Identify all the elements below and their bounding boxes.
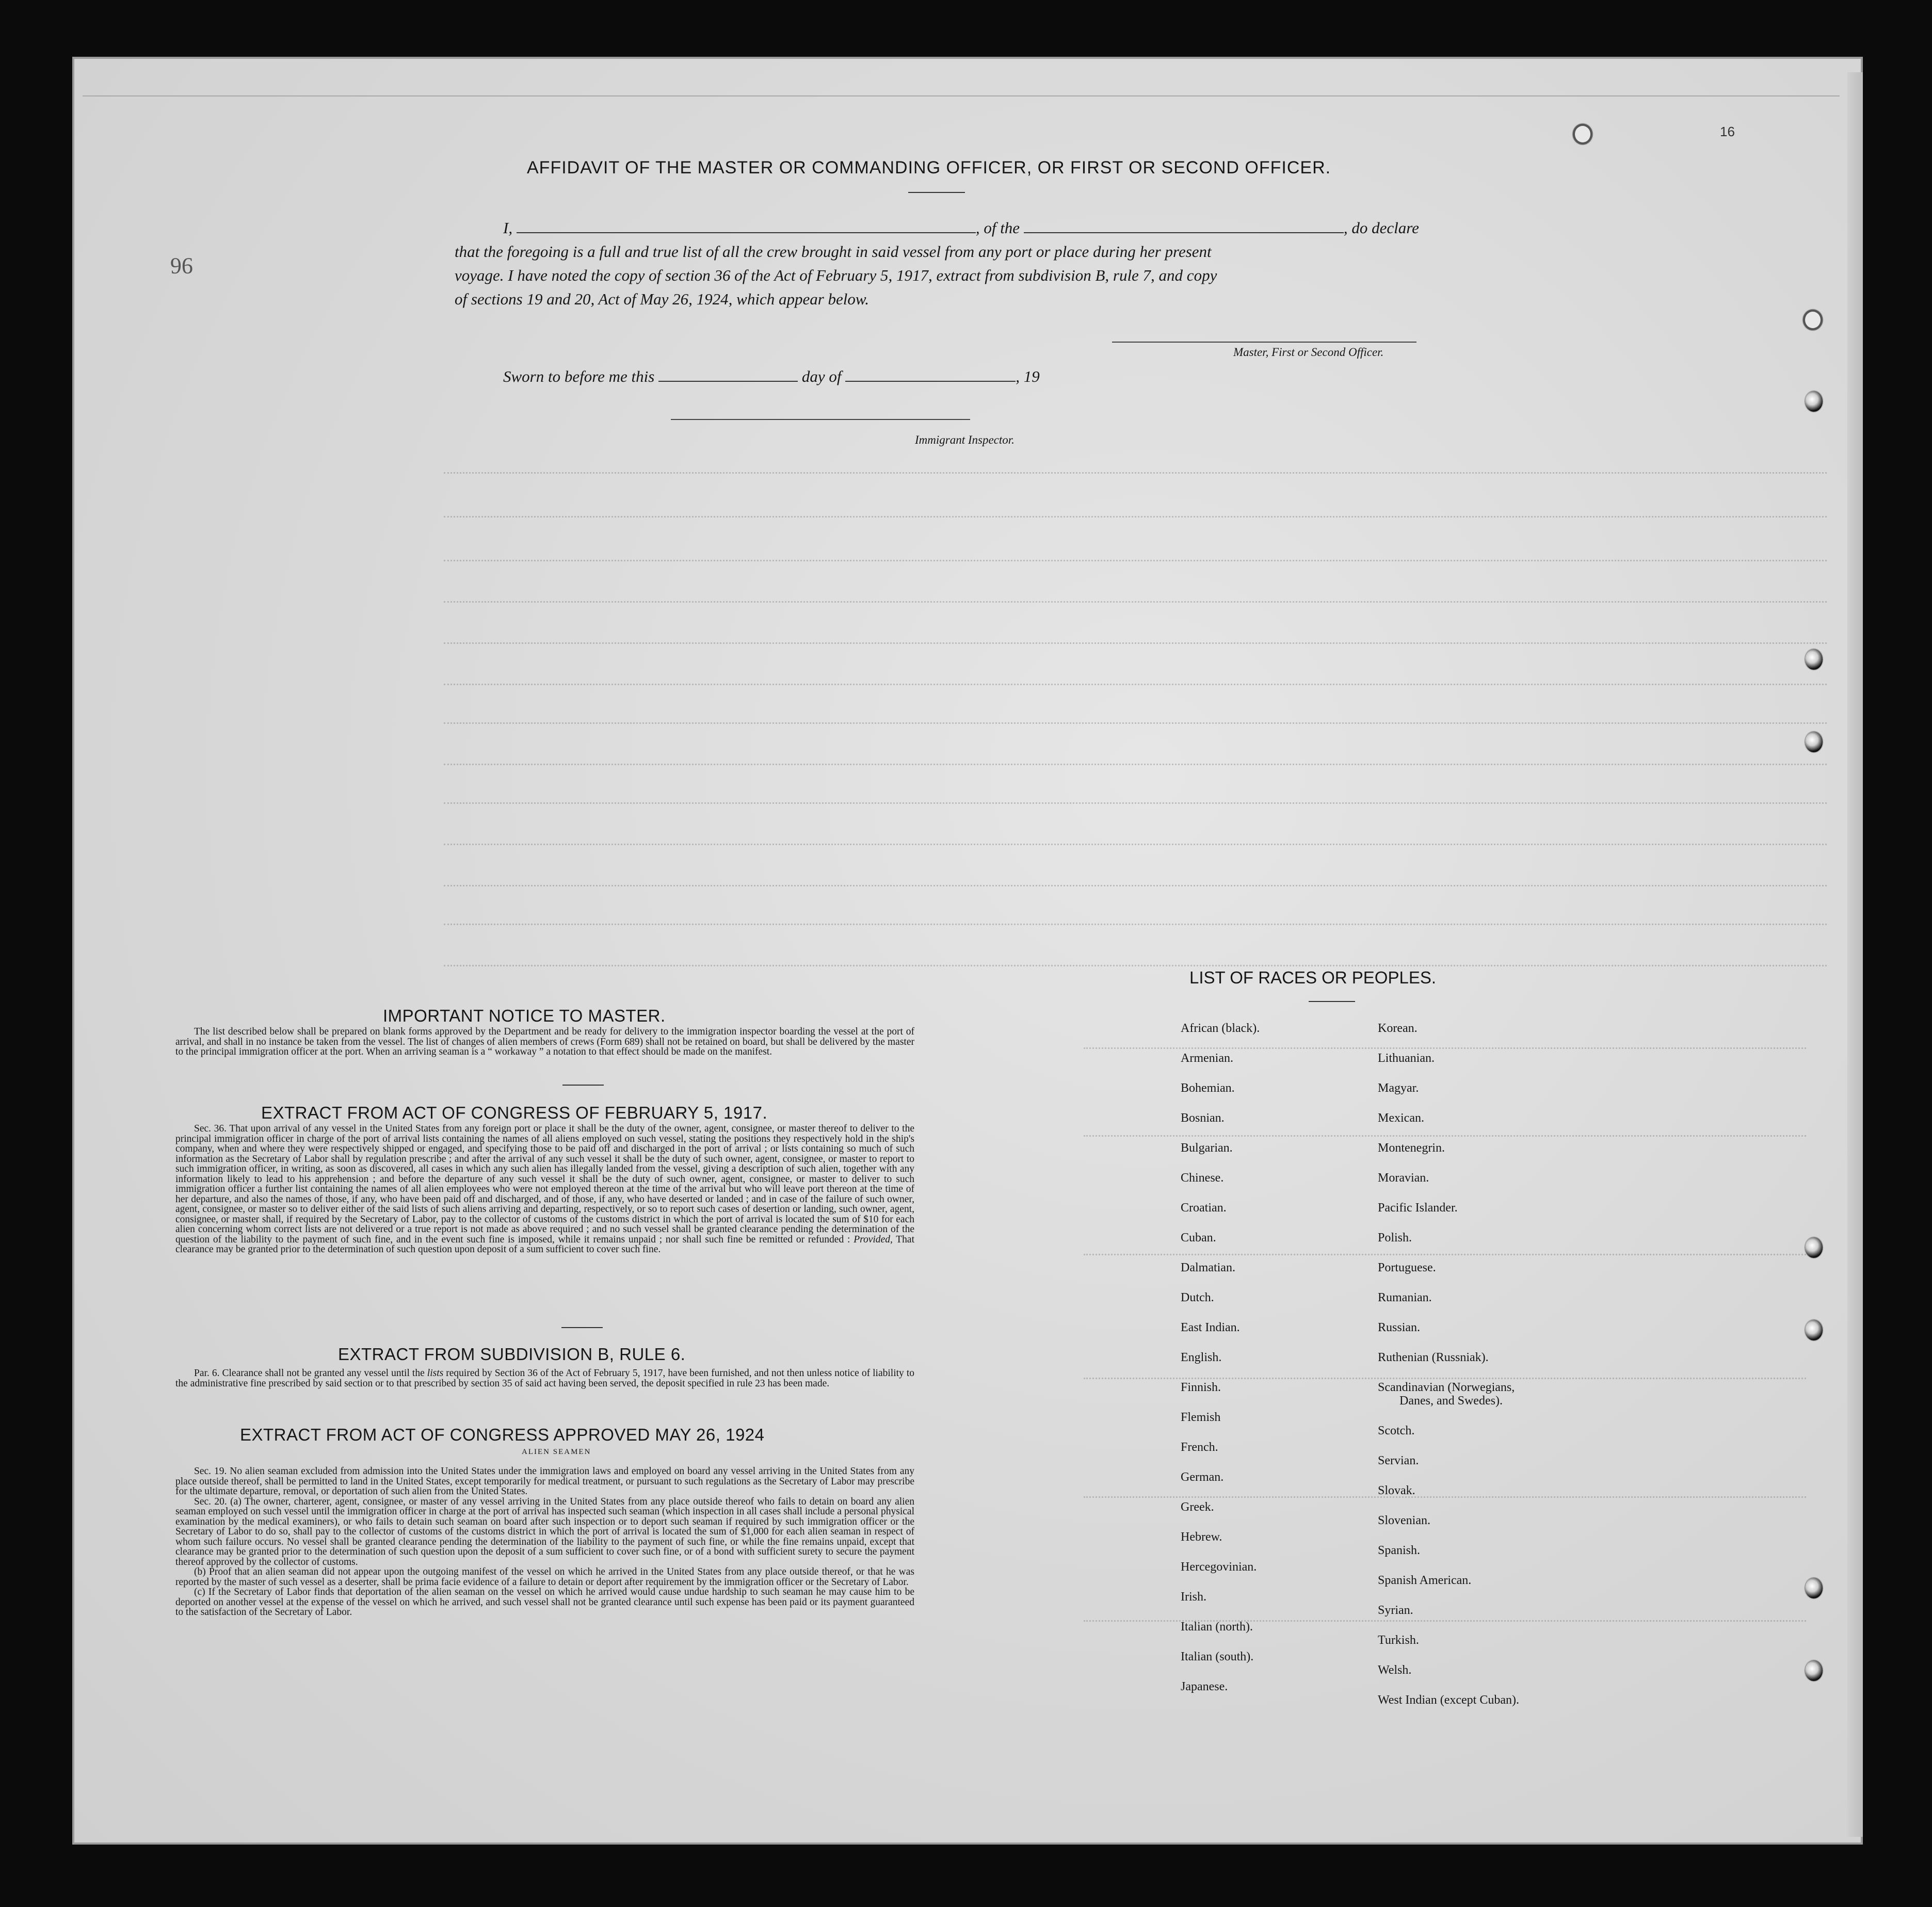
binder-hole [1805, 732, 1823, 752]
officer-name-blank [517, 219, 976, 233]
sworn-line [503, 367, 1040, 386]
race-item: Spanish American. [1378, 1574, 1472, 1587]
sec-20c-text: (c) If the Secretary of Labor finds that deportation of the alien seaman on the vessel on which he arrived would cause undue hardship to such seaman he may cause him to be deported on another vessel at the expense of the vessel on which he arrived, and such vessel shall not be granted clearance until such expense has been paid or its payment guaranteed to the satisfaction of the Secretary of Labor. [175, 1587, 914, 1618]
race-item: Bosnian. [1181, 1111, 1225, 1125]
affidavit-declare: , do declare [1343, 219, 1419, 237]
top-rule [83, 95, 1840, 96]
races-title-rule [1309, 1001, 1355, 1002]
race-item: Cuban. [1181, 1231, 1216, 1245]
race-item: Pacific Islander. [1378, 1201, 1458, 1215]
race-item: Danes, and Swedes). [1399, 1394, 1503, 1408]
race-item: Russian. [1378, 1321, 1421, 1334]
rule-6-body-end: required by Section 36 of the Act of February 5, 1917, have been furnished, and not then unless notice of liability to the administrative fine prescribed by said section or to that prescribed by section 35 of said act having been served, the deposit specified in rule 23 has been made. [175, 1368, 915, 1389]
act-1924-text [175, 1466, 914, 1618]
sec-20a-text: Sec. 20. (a) The owner, charterer, agent, consignee, or master of any vessel arriving in the United States from any place outside thereof who fails to detain on board any alien seaman employed on such vessel until the immigration officer in charge at the port of arrival has inspected such seaman (which inspection in all cases shall include a personal physical examination by the medical examiners), or who fails to detain such seaman on board after such inspection or to deport such seaman if required by such immigration officer or the Secretary of Labor to do so, shall pay to the collector of customs of the customs district in which the port of arrival is located the sum of $1,000 for each alien seaman in respect of whom such failure occurs. No vessel shall be granted clearance pending the determination of the liability to the payment of such fine, or while the fine remains unpaid, except that clearance may be granted prior to the determination of such question upon the deposit of a sum sufficient to cover such fine, or of a bond with sufficient surety to secure the payment thereof approved by the collector of customs. [175, 1496, 914, 1567]
binder-hole [1805, 391, 1823, 412]
sworn-text: Sworn to before me this [503, 367, 655, 385]
notice-title: IMPORTANT NOTICE TO MASTER. [383, 1006, 666, 1025]
affidavit-of-the: , of the [975, 219, 1020, 237]
act-1924-title: EXTRACT FROM ACT OF CONGRESS APPROVED MAY 26, 1924 [240, 1425, 765, 1444]
affidavit-title: AFFIDAVIT OF THE MASTER OR COMMANDING OFFICER, OR FIRST OR SECOND OFFICER. [527, 158, 1331, 177]
race-item: Chinese. [1181, 1171, 1224, 1185]
race-item: Bulgarian. [1181, 1141, 1233, 1155]
binder-hole [1805, 1660, 1823, 1681]
proviso-text: That clearance may be granted prior to the determination of such question upon deposit of a sum sufficient to cover such fine. [175, 1234, 914, 1255]
race-item: East Indian. [1181, 1321, 1240, 1334]
race-item: Armenian. [1181, 1052, 1233, 1065]
race-item: Croatian. [1181, 1201, 1227, 1215]
race-item: Irish. [1181, 1590, 1206, 1604]
race-item: Magyar. [1378, 1081, 1419, 1095]
sec-20b-text: (b) Proof that an alien seaman did not appear upon the outgoing manifest of the vessel on which he arrived in the United States from any place outside thereof, or that he was reported by the master of such vessel as a deserter, shall be prima facie evidence of a failure to detain or deport after requirement by the immigration officer or the Secretary of Labor. [175, 1566, 914, 1588]
race-item: Portuguese. [1378, 1261, 1436, 1274]
affidavit-line-2: that the foregoing is a full and true list of all the crew brought in said vessel from any port or place during her present [455, 243, 1212, 261]
proviso-label: Provided, [854, 1234, 893, 1245]
race-item: Welsh. [1378, 1663, 1412, 1677]
race-item: French. [1181, 1441, 1218, 1454]
race-item: Moravian. [1378, 1171, 1429, 1185]
title-rule [908, 192, 965, 193]
race-item: Scotch. [1378, 1424, 1415, 1437]
rule-6-text [175, 1368, 914, 1388]
binder-hole [1805, 1320, 1823, 1340]
section-rule [561, 1327, 603, 1328]
affidavit-i: I, [503, 219, 513, 237]
master-signature-line [1112, 342, 1416, 343]
race-item: Slovak. [1378, 1484, 1415, 1497]
race-item: Mexican. [1378, 1111, 1424, 1125]
race-item: Japanese. [1181, 1680, 1228, 1693]
race-item: Greek. [1181, 1500, 1214, 1514]
race-item: Finnish. [1181, 1381, 1221, 1394]
race-item: Scandinavian (Norwegians, [1378, 1381, 1515, 1394]
race-item: Korean. [1378, 1022, 1418, 1035]
race-item: Hebrew. [1181, 1530, 1222, 1544]
races-column-1 [1181, 1022, 1260, 1710]
affidavit-line-1 [503, 219, 1419, 237]
race-item: Flemish [1181, 1411, 1221, 1424]
inspector-caption: Immigrant Inspector. [915, 433, 1015, 446]
vessel-name-blank [1024, 219, 1344, 233]
page-edge [1847, 72, 1863, 1837]
race-item: Rumanian. [1378, 1291, 1432, 1304]
race-item: Servian. [1378, 1454, 1419, 1467]
affidavit-line-3: voyage. I have noted the copy of section 36 of the Act of February 5, 1917, extract from subdivision B, rule 7, and copy [455, 266, 1217, 284]
race-item: Spanish. [1378, 1544, 1421, 1557]
rule-6-body-start: Par. 6. Clearance shall not be granted any vessel until the [194, 1368, 427, 1379]
day-of-text: day of [801, 367, 842, 385]
binder-hole [1573, 124, 1592, 144]
race-item: Hercegovinian. [1181, 1560, 1257, 1574]
sec-19-text: Sec. 19. No alien seaman excluded from admission into the United States under the immigration laws and employed on board any vessel arriving in the United States from any place outside thereof, shall be permitted to land in the United States, except temporarily for medical treatment, or pursuant to such regulations as the Secretary of Labor may prescribe for the ultimate departure, removal, or deportation of such alien from the United States. [175, 1466, 914, 1497]
race-item: Slovenian. [1378, 1514, 1430, 1527]
inspector-signature-line [671, 419, 970, 420]
race-item: Montenegrin. [1378, 1141, 1445, 1155]
act-1917-title: EXTRACT FROM ACT OF CONGRESS OF FEBRUARY 5, 1917. [261, 1103, 768, 1122]
race-item: Dutch. [1181, 1291, 1214, 1304]
race-item: Polish. [1378, 1231, 1412, 1245]
notice-text: The list described below shall be prepared on blank forms approved by the Department and be ready for delivery to the immigration inspector boarding the vessel at the port of arrival, and shall in no instance be taken from the vessel. The list of changes of alien members of crews (Form 689) shall not be retained on board, but shall be delivered by the master to the principal immigration officer at the port. When an arriving seaman is a “ workaway ” a notation to that effect should be made on the manifest. [175, 1026, 914, 1057]
race-item: Ruthenian (Russniak). [1378, 1351, 1489, 1364]
race-item: Dalmatian. [1181, 1261, 1235, 1274]
page-number: 16 [1720, 124, 1735, 139]
race-item: Lithuanian. [1378, 1052, 1435, 1065]
lists-word: lists [427, 1368, 444, 1379]
race-item: Italian (north). [1181, 1620, 1253, 1634]
master-caption: Master, First or Second Officer. [1233, 346, 1384, 359]
race-item: Bohemian. [1181, 1081, 1235, 1095]
act-1917-text [175, 1124, 914, 1255]
race-item: African (black). [1181, 1022, 1260, 1035]
month-blank [845, 367, 1016, 382]
act-1917-body: Sec. 36. That upon arrival of any vessel in the United States from any foreign port or place it shall be the duty of the owner, agent, consignee, or master thereof to deliver to the principal immigration officer in charge of the port of arrival lists containing the names of all aliens employed on such vessel, stating the positions they respectively hold in the ship's company, when and where they were respectively shipped or engaged, and specifying those to be paid off and discharged in the port of arrival ; or lists containing so much of such information as the Secretary of Labor shall by regulation prescribe ; and after the arrival of any such vessel it shall be the duty of such owner, agent, consignee, or master to report to such immigration officer, in writing, as soon as discovered, all cases in which any such alien has illegally landed from the vessel, giving a description of such alien, together with any information likely to lead to his apprehension ; and before the departure of any such vessel it shall be the duty of such owner, agent, consignee, or master to deliver to such immigration officer a further list containing the names of all alien employees who were not employed thereon at the time of the arrival but who will leave port thereon at the time of her departure, and also the names of those, if any, who have been paid off and discharged, and of those, if any, who have deserted or landed ; and in case of the failure of such owner, agent, consignee, or master so to deliver either of the said lists of such aliens arriving and departing, respectively, or so to report such cases of desertion or landing, such owner, agent, consignee, or master shall, if required by the Secretary of Labor, pay to the collector of customs of the customs district in which the port of arrival is located the sum of $10 for each alien concerning whom correct lists are not delivered or a true report is not made as above required ; and no such vessel shall be granted clearance pending the determination of the question of the liability to the payment of such fine, and in the event such fine is imposed, while it remains unpaid ; nor shall such fine be remitted or refunded : [175, 1123, 914, 1245]
race-item: Italian (south). [1181, 1650, 1254, 1663]
race-item: German. [1181, 1470, 1224, 1484]
affidavit-line-4: of sections 19 and 20, Act of May 26, 1924, which appear below. [455, 290, 870, 308]
race-item: English. [1181, 1351, 1222, 1364]
binder-hole [1805, 1578, 1823, 1598]
race-item: Syrian. [1378, 1604, 1413, 1617]
races-column-2 [1378, 1022, 1519, 1723]
year-prefix: , 19 [1016, 367, 1040, 385]
race-item: West Indian (except Cuban). [1378, 1693, 1519, 1707]
binder-hole [1803, 310, 1823, 330]
rule-6-title: EXTRACT FROM SUBDIVISION B, RULE 6. [338, 1345, 686, 1364]
binder-hole [1805, 1237, 1823, 1258]
race-item: Turkish. [1378, 1634, 1419, 1647]
day-blank [658, 367, 798, 382]
section-rule [562, 1085, 604, 1086]
act-1924-subtitle: ALIEN SEAMEN [522, 1448, 591, 1456]
bleed-through-mark: 96 [170, 253, 193, 279]
races-title: LIST OF RACES OR PEOPLES. [1189, 968, 1437, 987]
